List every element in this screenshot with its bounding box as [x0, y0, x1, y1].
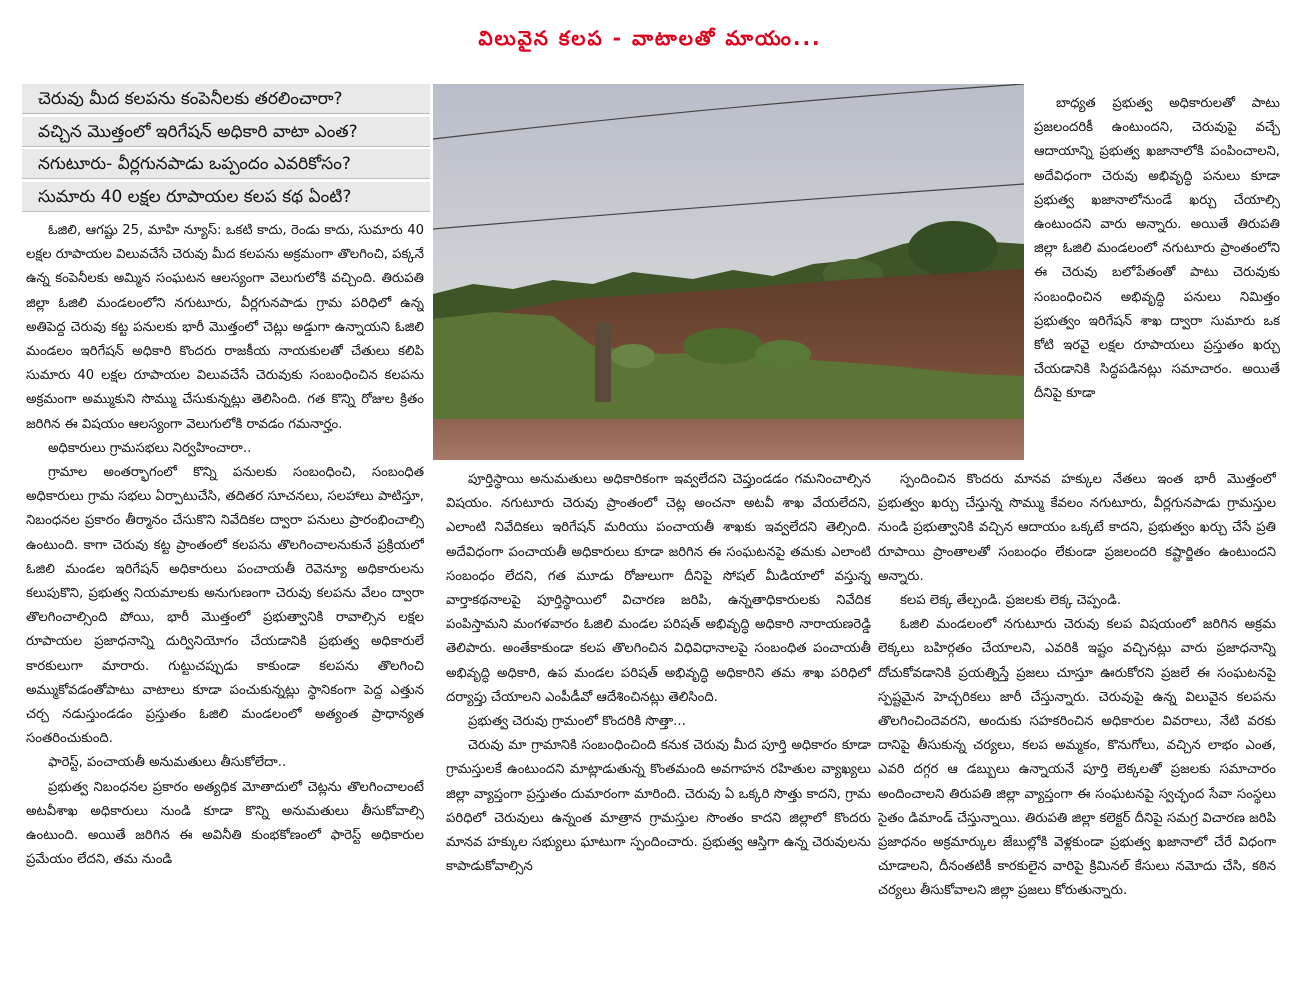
- article-subheading: కలప లెక్క తేల్చండి. ప్రజలకు లెక్క చెప్పండి.: [900, 593, 1122, 609]
- article-paragraph: ఓజిలి మండలంలో నగుటూరు చెరువు కలప విషయంలో జరిగిన అక్రమ లెక్కలు బహిర్గతం చేయాలని, ఎవరికి ఇష్టం వచ్చినట్లు వారు ప్రజాధనాన్ని దోచుకోవడానికి ప్రయత్నిస్తే ప్రజలు చూస్తూ ఊరుకోరని ప్రజలే ఈ సంఘటనపై స్పష్టమైన హెచ్చరికలు జారీ చేస్తున్నారు. చెరువుపై ఉన్న విలువైన కలపను తొలగించిందెవరని, అందుకు సహకరించిన అధికారుల వివరాలు, నేటి వరకు దానిపై తీసుకున్న చర్యలు, కలప అమ్మకం, కొనుగోలు, వచ్చిన లాభం ఎంత, ఎవరి దగ్గర ఆ డబ్బులు ఉన్నాయనే పూర్తి లెక్కలతో ప్రజలకు సమాచారం అందించాలని తిరుపతి జిల్లా వ్యాప్తంగా ఈ సంఘటనపై స్వచ్ఛంద సేవా సంస్థలు సైతం డిమాండ్ చేస్తున్నాయి. తిరుపతి జిల్లా కలెక్టర్ దీనిపై సమగ్ర విచారణ జరిపి ప్రజాధనం అక్రమార్కుల జేబుల్లోకి వెళ్లకుండా ప్రభుత్వ ఖజానాలో చేరే విధంగా చూడాలని, దీనంతటికీ కారకులైన వారిపై క్రిమినల్ కేసులు నమోదు చేసి, కఠిన చర్యలు తీసుకోవాలని జిల్లా ప్రజలు కోరుతున్నారు.: [878, 617, 1276, 899]
- deck-question: వచ్చిన మొత్తంలో ఇరిగేషన్ అధికారి వాటా ఎంత?: [22, 117, 430, 147]
- field-photo-graphic: [433, 84, 1024, 460]
- deck-questions: [22, 84, 430, 212]
- shrub: [611, 344, 655, 368]
- deck-question: చెరువు మీద కలపను కంపెనీలకు తరలించారా?: [22, 84, 430, 114]
- article-paragraph: ఓజిలి, ఆగష్టు 25, మాహి న్యూస్: ఒకటి కాదు, రెండు కాదు, సుమారు 40 లక్షల రూపాయల విలువచేసే చెరువు మీద కలపను అక్రమంగా తొలగించి, పక్కనే ఉన్న కంపెనీలకు అమ్మిన సంఘటన ఆలస్యంగా వెలుగులోకి వచ్చింది. తిరుపతి జిల్లా ఓజిలి మండలంలోని నగుటూరు, వీర్లగునపాడు గ్రామ పరిధిలో ఉన్న అతిపెద్ద చెరువు కట్ట పనులకు భారీ మొత్తంలో చెట్లు అడ్డుగా ఉన్నాయని ఓజిలి మండలం ఇరిగేషన్ అధికారి కొందరు రాజకీయ నాయకులతో చేతులు కలిపి సుమారు 40 లక్షల రూపాయల విలువచేసే చెరువుకు సంబంధించిన కలపను అక్రమంగా అమ్ముకుని సొమ్ము చేసుకున్నట్లు తెలిసింది. గత కొన్ని రోజుల క్రితం జరిగిన ఈ విషయం ఆలస్యంగా వెలుగులోకి రావడం గమనార్హం.: [26, 223, 424, 432]
- article-paragraph: ప్రభుత్వ నిబంధనల ప్రకారం అత్యధిక మోతాదులో చెట్లను తొలగించాలంటే అటవీశాఖ అధికారులు నుండి కూడా కొన్ని అనుమతులు తీసుకోవాల్సి ఉంటుంది. అయితే జరిగిన ఈ అవినీతి కుంభకోణంలో ఫారెస్ట్ అధికారుల ప్రమేయం లేదని, తమ నుండి: [26, 779, 424, 868]
- shrub: [683, 328, 763, 364]
- shrub: [755, 340, 811, 368]
- tree-clump: [908, 221, 998, 277]
- article-column-4: [1034, 92, 1280, 460]
- article-column-3: [878, 468, 1276, 1004]
- article-column-2: [446, 468, 871, 1004]
- article-paragraph: పూర్తిస్థాయి అనుమతులు అధికారికంగా ఇవ్వలేదని చెప్తుండడం గమనించాల్సిన విషయం. నగుటూరు చెరువు ప్రాంతంలో చెట్ల అంచనా అటవీ శాఖ వేయలేదని, ఎలాంటి నివేదికలు ఇరిగేషన్ మరియు పంచాయతీ శాఖకు ఇవ్వలేదని తెల్సింది. అదేవిధంగా పంచాయతీ అధికారులు కూడా జరిగిన ఈ సంఘటనపై తమకు ఎలాంటి సంబంధం లేదని, గత మూడు రోజులుగా దీనిపై సోషల్ మీడియాలో వస్తున్న వార్తాకథనాలపై పూర్తిస్థాయిలో విచారణ జరిపి, ఉన్నతాధికారులకు నివేదిక పంపిస్తామని మంగళవారం ఓజిలి మండల పరిషత్ అభివృద్ధి అధికారి నారాయణరెడ్డి తెలిపారు. అంతేకాకుండా కలప తొలగించిన విధివిధానాలపై సంబంధిత పంచాయతీ అభివృద్ధి అధికారి, ఉప మండల పరిషత్ అభివృద్ధి అధికారిని తమ శాఖ పరిధిలో దర్యాప్తు చేయాలని ఎంపీడీవో ఆదేశించినట్లు తెలిసింది.: [446, 472, 871, 705]
- article-paragraph: స్పందించిన కొందరు మానవ హక్కుల నేతలు ఇంత భారీ మొత్తంలో ప్రభుత్వం ఖర్చు చేస్తున్న సొమ్ము కేవలం నగుటూరు, వీర్లగునపాడు గ్రామస్తుల నుండి ప్రభుత్వానికి వచ్చిన ఆదాయం ఒక్కటే కాదని, ప్రభుత్వం ఖర్చు చేసే ప్రతి రూపాయి ప్రాంతాలతో సంబంధం లేకుండా ప్రజలందరి కష్టార్జితం ఉంటుందని అన్నారు.: [878, 472, 1276, 584]
- field-photo: [433, 84, 1024, 460]
- article-subheading: ప్రభుత్వ చెరువు గ్రామంలో కొందరికి సొత్తా...: [468, 714, 686, 730]
- road: [433, 419, 1024, 460]
- deck-question: నగుటూరు- వీర్లగునపాడు ఒప్పందం ఎవరికోసం?: [22, 149, 430, 179]
- headline: విలువైన కలప - వాటాలతో మాయం...: [478, 25, 822, 50]
- article-paragraph: గ్రామాల అంతర్భాగంలో కొన్ని పనులకు సంబంధించి, సంబంధిత అధికారులు గ్రామ సభలు ఏర్పాటుచేసి, తదితర సూచనలు, సలహాలు పాటిస్తూ, నిబంధనల ప్రకారం తీర్మానం చేసుకొని నివేదికల ద్వారా పనులు ప్రారంభించాల్సి ఉంటుంది. కాగా చెరువు కట్ట ప్రాంతంలో కలపను తొలగించాలనుకునే ప్రక్రియలో ఓజిలి మండల ఇరిగేషన్ అధికారులు పంచాయతీ రెవెన్యూ అధికారులను కలుపుకొని, ప్రభుత్వ నియమాలకు అనుగుణంగా చెరువు కలపను వేలం ద్వారా తొలగించాల్సింది పోయి, భారీ మొత్తంలో ప్రభుత్వానికి రావాల్సిన లక్షల రూపాయల ప్రజాధనాన్ని దుర్వినియోగం చేయడానికి ప్రభుత్వ అధికారులే కారకులుగా మారారు. గుట్టుచప్పుడు కాకుండా కలపను తొలగించి అమ్ముకోవడంతోపాటు వాటాలు కూడా పంచుకున్నట్లు స్థానికంగా పెద్ద ఎత్తున చర్చ నడుస్తుండడం ప్రస్తుతం ఓజిలి మండలంలో అత్యంత ప్రాధాన్యత సంతరించుకుంది.: [26, 465, 424, 747]
- article-column-1: [26, 219, 424, 1004]
- tree-stump: [595, 322, 611, 402]
- article-paragraph: బాధ్యత ప్రభుత్వ అధికారులతో పాటు ప్రజలందరికీ ఉంటుందని, చెరువుపై వచ్చే ఆదాయాన్ని ప్రభుత్వ ఖజానాలోకి పంపించాలని, అదేవిధంగా చెరువు అభివృద్ధి పనులు కూడా ప్రభుత్వ ఖజానాలోనుండే ఖర్చు చేయాల్సి ఉంటుందని వారు అన్నారు. అయితే తిరుపతి జిల్లా ఓజిలి మండలంలో నగుటూరు ప్రాంతంలోని ఈ చెరువు బలోపేతంతో పాటు చెరువుకు సంబంధించిన అభివృద్ధి పనులు నిమిత్తం ప్రభుత్వం ఇరిగేషన్ శాఖ ద్వారా సుమారు ఒక కోటి ఇరవై లక్షల రూపాయలు ప్రస్తుతం ఖర్చు చేయడానికి సిద్ధపడినట్లు సమాచారం. అయితే దీనిపై కూడా: [1034, 96, 1280, 402]
- article-subheading: అధికారులు గ్రామసభలు నిర్వహించారా..: [48, 440, 252, 456]
- article-subheading: ఫారెస్ట్, పంచాయతీ అనుమతులు తీసుకోలేదా..: [48, 755, 287, 771]
- article-paragraph: చెరువు మా గ్రామానికి సంబంధించింది కనుక చెరువు మీద పూర్తి అధికారం కూడా గ్రామస్తులకే ఉంటుందని మాట్లాడుతున్న కొంతమంది అవగాహన రహితుల వ్యాఖ్యలు జిల్లా వ్యాప్తంగా ప్రస్తుతం దుమారంగా మారింది. చెరువు ఏ ఒక్కరి సొత్తు కాదని, గ్రామ పరిధిలో చెరువులు ఉన్నంత మాత్రాన గ్రామస్తుల సొంతం కాదని జిల్లాలో కొందరు మానవ హక్కుల సభ్యులు ఘాటుగా స్పందించారు. ప్రభుత్వ ఆస్తిగా ఉన్న చెరువులను కాపాడుకోవాల్సిన: [446, 738, 871, 875]
- deck-question: సుమారు 40 లక్షల రూపాయల కలప కథ ఏంటి?: [22, 182, 430, 212]
